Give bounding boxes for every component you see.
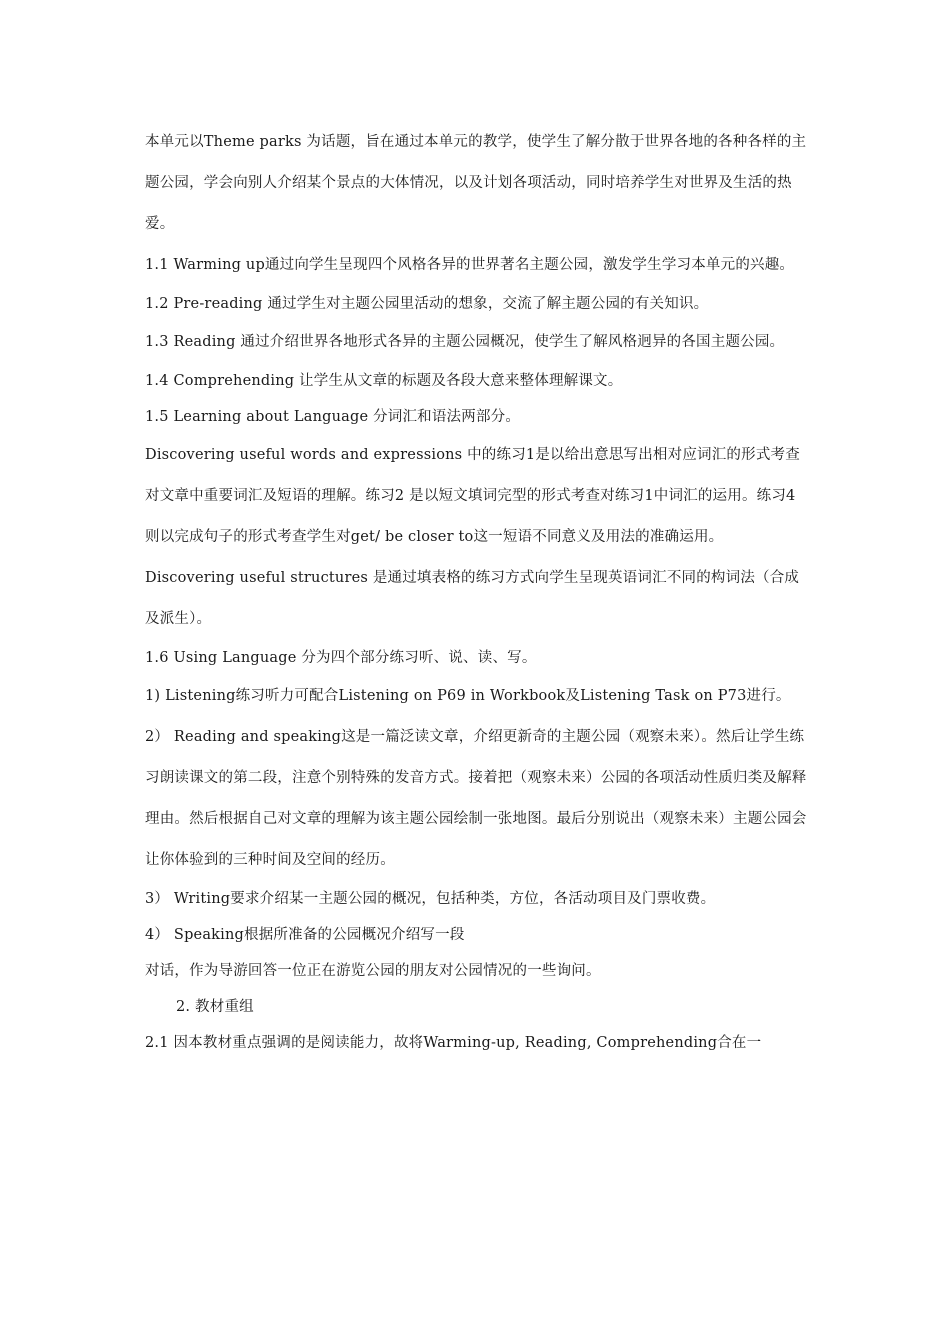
section-heading: 2. 教材重组 <box>176 999 254 1015</box>
warming-up-paragraph: 1.1 Warming up通过向学生呈现四个风格各异的世界著名主题公园，激发学生学习本单元的兴趣。 <box>145 257 795 273</box>
comprehending-paragraph: 1.4 Comprehending 让学生从文章的标题及各段大意来整体理解课文。 <box>145 373 623 389</box>
using-language-paragraph: 1.6 Using Language 分为四个部分练习听、说、读、写。 <box>145 650 537 666</box>
document-body <box>145 122 807 1061</box>
writing-paragraph: 3） Writing要求介绍某一主题公园的概况，包括种类，方位，各活动项目及门票收费。 <box>145 891 716 907</box>
listening-paragraph: 1) Listening练习听力可配合Listening on P69 in Workbook及Listening Task on P73进行。 <box>145 688 791 704</box>
reading-speaking-paragraph: 2） Reading and speaking这是一篇泛读文章，介绍更新奇的主题公园（观察未来）。然后让学生练习朗读课文的第二段，注意个别特殊的发音方式。接着把（观察未来）公园的各项活动性质归类及解释理由。然后根据自己对文章的理解为该主题公园绘制一张地图。最后分别说出（观察未来）主题公园会让你体验到的三种时间及空间的经历。 <box>145 729 807 868</box>
pre-reading-paragraph: 1.2 Pre-reading 通过学生对主题公园里活动的想象，交流了解主题公园的有关知识。 <box>145 296 709 312</box>
restructure-paragraph: 2.1 因本教材重点强调的是阅读能力，故将Warming-up, Reading, Comprehending合在一 <box>145 1035 762 1051</box>
speaking-paragraph: 4） Speaking根据所准备的公园概况介绍写一段 <box>145 927 465 943</box>
useful-words-paragraph: Discovering useful words and expressions 中的练习1是以给出意思写出相对应词汇的形式考查对文章中重要词汇及短语的理解。练习2 是以短文填词完型的形式考查对练习1中词汇的运用。练习4则以完成句子的形式考查学生对get/ be closer to这一短语不同意义及用法的准确运用。 <box>145 447 800 545</box>
learning-about-language-paragraph: 1.5 Learning about Language 分词汇和语法两部分。 <box>145 409 521 425</box>
intro-paragraph: 本单元以Theme parks 为话题，旨在通过本单元的教学，使学生了解分散于世界各地的各种各样的主题公园，学会向别人介绍某个景点的大体情况，以及计划各项活动，同时培养学生对世界及生活的热爱。 <box>145 134 807 232</box>
dialogue-paragraph: 对话，作为导游回答一位正在游览公园的朋友对公园情况的一些询问。 <box>145 963 601 979</box>
useful-structures-paragraph: Discovering useful structures 是通过填表格的练习方式向学生呈现英语词汇不同的构词法（合成及派生）。 <box>145 570 800 627</box>
reading-paragraph: 1.3 Reading 通过介绍世界各地形式各异的主题公园概况，使学生了解风格迥异的各国主题公园。 <box>145 334 785 350</box>
